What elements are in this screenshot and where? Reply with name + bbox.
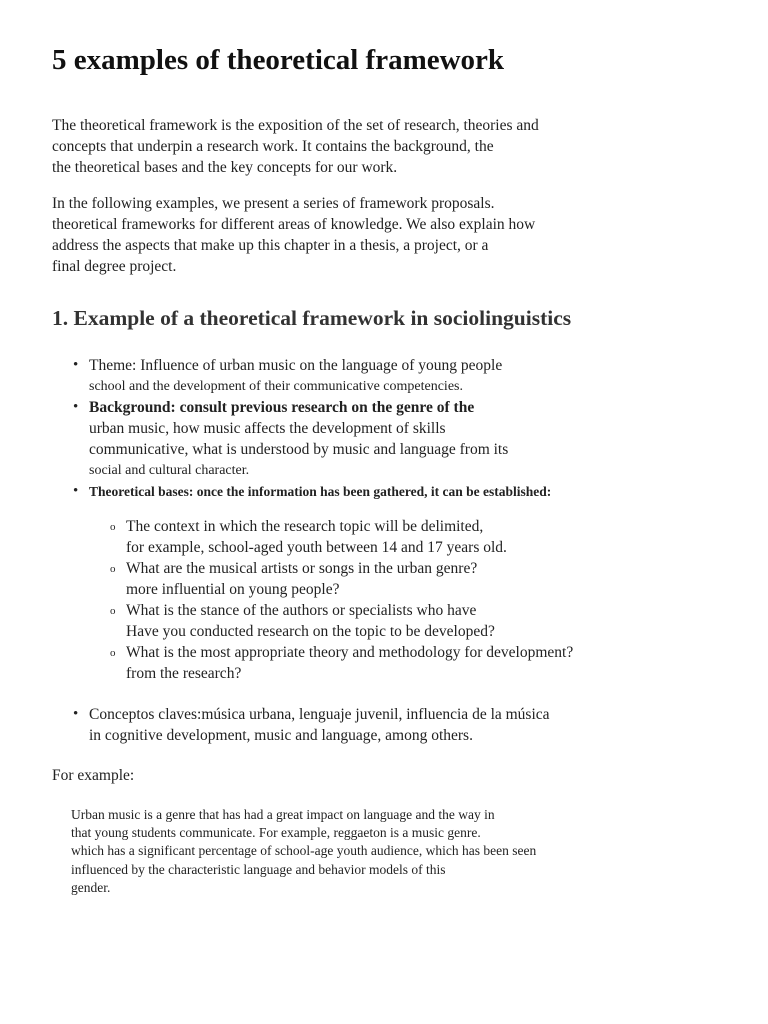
quote-line: gender. — [71, 879, 111, 895]
sub-bullet-line: more influential on young people? — [126, 581, 340, 598]
sub-bullet-context — [110, 516, 507, 558]
sub-bullet-line: from the research? — [126, 665, 242, 682]
quote-line: that young students communicate. For example, reggaeton is a music genre. — [71, 825, 481, 841]
bullet-background — [73, 397, 509, 481]
bullet-line: urban music, how music affects the development of skills — [89, 420, 446, 437]
bullet-key-concepts — [73, 704, 550, 746]
circle-bullet-icon: o — [110, 647, 116, 659]
bullet-dot-icon: • — [73, 399, 79, 415]
quote-line: influenced by the characteristic language and behavior models of this — [71, 861, 446, 877]
bullet-line: Theoretical bases: once the information has been gathered, it can be established: — [89, 484, 552, 499]
sub-bullet-line: Have you conducted research on the topic to be developed? — [126, 623, 495, 640]
sub-bullet-line: What is the most appropriate theory and methodology for development? — [126, 644, 574, 661]
sub-bullet-methodology — [110, 642, 574, 684]
intro-paragraph-1 — [52, 115, 539, 178]
bullet-theme — [73, 355, 503, 397]
section-heading: 1. Example of a theoretical framework in sociolinguistics — [52, 306, 572, 330]
bullet-line: social and cultural character. — [89, 463, 250, 478]
sub-bullet-line: What are the musical artists or songs in the urban genre? — [126, 560, 478, 577]
for-example-label — [52, 765, 134, 786]
circle-bullet-icon: o — [110, 521, 116, 533]
quote-line: which has a significant percentage of school-age youth audience, which has been seen — [71, 843, 537, 859]
sub-bullet-line: What is the stance of the authors or specialists who have — [126, 602, 477, 619]
sub-bullet-line: for example, school-aged youth between 14 and 17 years old. — [126, 539, 507, 556]
sub-bullet-stance — [110, 600, 495, 642]
bullet-line: Theme: Influence of urban music on the language of young people — [89, 357, 503, 374]
bullet-dot-icon: • — [73, 706, 79, 722]
for-example-text: For example: — [52, 767, 135, 784]
intro-p1-line: The theoretical framework is the exposition of the set of research, theories and — [52, 117, 539, 134]
intro-p2-line: address the aspects that make up this chapter in a thesis, a project, or a — [52, 237, 489, 254]
intro-p2-line: theoretical frameworks for different areas of knowledge. We also explain how — [52, 216, 536, 233]
circle-bullet-icon: o — [110, 605, 116, 617]
bullet-dot-icon: • — [73, 357, 79, 373]
sub-bullet-line: The context in which the research topic will be delimited, — [126, 518, 484, 535]
bullet-line: communicative, what is understood by music and language from its — [89, 441, 509, 458]
example-quote — [71, 806, 536, 897]
bullet-theoretical-bases — [73, 481, 552, 502]
intro-p2-line: In the following examples, we present a series of framework proposals. — [52, 195, 495, 212]
bullet-line: Conceptos claves:música urbana, lenguaje juvenil, influencia de la música — [89, 706, 550, 723]
page-title: 5 examples of theoretical framework — [52, 44, 505, 76]
bullet-line: school and the development of their communicative competencies. — [89, 379, 463, 394]
circle-bullet-icon: o — [110, 563, 116, 575]
intro-p1-line: the theoretical bases and the key concepts for our work. — [52, 159, 398, 176]
intro-p1-line: concepts that underpin a research work. It contains the background, the — [52, 138, 494, 155]
sub-bullet-artists — [110, 558, 478, 600]
quote-line: Urban music is a genre that has had a great impact on language and the way in — [71, 807, 495, 822]
bullet-line: Background: consult previous research on the genre of the — [89, 399, 475, 416]
bullet-dot-icon: • — [73, 483, 79, 499]
intro-p2-line: final degree project. — [52, 258, 177, 275]
bullet-line: in cognitive development, music and language, among others. — [89, 727, 473, 744]
intro-paragraph-2 — [52, 193, 535, 277]
